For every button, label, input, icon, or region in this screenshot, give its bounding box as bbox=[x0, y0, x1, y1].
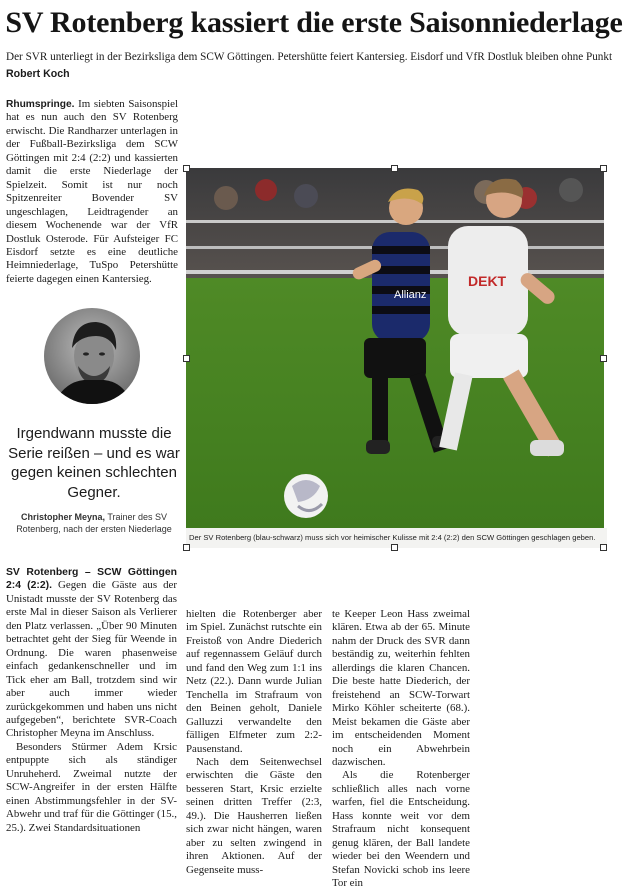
intro-paragraph bbox=[6, 98, 178, 286]
sponsor-text-left: Allianz bbox=[394, 289, 427, 301]
quote-speaker: Christopher Meyna, bbox=[20, 512, 105, 522]
intro-text: Im siebten Saisonspiel hat es nun auch den SV Rotenberg erwischt. Die Randharzer unterlagen in der Fußball-Bezirksliga dem SCW Göttingen mit 2:4 (2:2) und kassierten damit die erste Niederlage der Spielzeit. Somit ist nur noch Spitzenreiter Bovender SV ungeschlagen, Leidtragender an diesem Wochenende war der VfR Dostluk Osterode. Für Aufsteiger FC Eisdorf setzte es eine deutliche Heimniederlage, TuSpo Petershütte feierte dagegen einen Kantersieg. bbox=[6, 98, 178, 285]
column-2-paragraph-1: hielten die Rotenberger aber im Spiel. Zunächst rutschte ein Freistoß von Andre Diederich auf regennassem Geläuf durch und fand den Weg zum 1:1 ins Netz (22.). Dann wurde Julian Tenchella im Strafraum von den Beinen geholt, Daniele Galluzzi verwandelte den fälligen Elfmeter zum 2:2-Pausenstand. bbox=[186, 608, 322, 755]
article-column-2 bbox=[186, 608, 322, 877]
resize-handle-bottom-left[interactable] bbox=[183, 544, 190, 551]
quote-attribution bbox=[8, 512, 180, 535]
column-3-paragraph-1: te Keeper Leon Hass zweimal klären. Etwa ab der 65. Minute nahm der Druck des SVR dann beständig zu, weiterhin fehlten allerdings die klaren Chancen. Die beste hatte Diederich, der freistehend an SCW-Torwart Mirko Köhler scheiterte (68.). Meist bekamen die Gäste aber im entscheidenden Moment noch ein Abwehrbein dazwischen. bbox=[332, 608, 470, 768]
quote-speaker-role: Trainer des SV Rotenberg, nach der ersten Niederlage bbox=[16, 512, 172, 534]
sponsor-text-right: DEKT bbox=[468, 273, 507, 289]
photo-caption: Der SV Rotenberg (blau-schwarz) muss sich vor heimischer Kulisse mit 2:4 (2:2) den SCW Göttingen geschlagen geben. bbox=[186, 528, 607, 548]
portrait-image bbox=[44, 308, 140, 404]
portrait-photo bbox=[44, 308, 140, 404]
match-photo bbox=[186, 168, 604, 528]
resize-handle-bottom[interactable] bbox=[391, 544, 398, 551]
resize-handle-left[interactable] bbox=[183, 355, 190, 362]
article-column-3 bbox=[332, 608, 470, 891]
article-subheadline: Der SVR unterliegt in der Bezirksliga dem SCW Göttingen. Petershütte feiert Kantersieg. Eisdorf und VfR Dostluk bleiben ohne Punkt bbox=[6, 51, 613, 63]
resize-handle-top-right[interactable] bbox=[600, 165, 607, 172]
match-photo-frame[interactable] bbox=[186, 168, 604, 548]
dateline: Rhumspringe. bbox=[6, 99, 75, 110]
column-1-paragraph-2: Besonders Stürmer Adem Krsic entpuppte sich als ständiger Unruheherd. Zweimal nutzte der SCW-Angreifer in der ersten Hälfte einen Abstimmungsfehler in der SV-Abwehr und traf für die Göttinger (15., 25.). Zwei Standardsituationen bbox=[6, 740, 177, 834]
article-headline: SV Rotenberg kassiert die erste Saisonniederlage bbox=[5, 6, 623, 39]
resize-handle-bottom-right[interactable] bbox=[600, 544, 607, 551]
match-result-title: SV Rotenberg – SCW Göttingen 2:4 (2:2). bbox=[6, 567, 177, 592]
article-column-1 bbox=[6, 566, 177, 835]
column-2-paragraph-2: Nach dem Seitenwechsel erwischten die Gäste den besseren Start, Krsic erzielte seinen dritten Treffer (2:3, 49.). Die Hausherren ließen sich zwar nicht hängen, waren aber zu selten zwingend in ihren Aktionen. Auf der Gegenseite muss- bbox=[186, 755, 322, 876]
column-1-paragraph-1: Gegen die Gäste aus der Unistadt musste der SV Rotenberg das erste Mal in dieser Saison als Verlierer den Platz verlassen. „Über 90 Minuten betrachtet geht der Sieg für Weende in Ordnung. Die waren phasenweise einfach gedankenschneller und im Tick eher am Ball, trotzdem sind wir aber auch immer wieder zurückgekommen und haben uns nicht aufgegeben“, berichtete SVR-Coach Christopher Meyna im Anschluss. bbox=[6, 579, 177, 740]
resize-handle-top[interactable] bbox=[391, 165, 398, 172]
resize-handle-top-left[interactable] bbox=[183, 165, 190, 172]
column-3-paragraph-2: Als die Rotenberger schließlich alles nach vorne warfen, fiel die Entscheidung. Hass konnte weit vor dem Strafraum nicht konsequent genug klären, der Ball landete wieder bei den Weendern und Stefan Novicki schob ins leere Tor ein bbox=[332, 769, 470, 890]
resize-handle-right[interactable] bbox=[600, 355, 607, 362]
pull-quote: Irgendwann musste die Serie reißen – und es war gegen keinen schlechten Gegner. bbox=[8, 425, 180, 501]
football bbox=[284, 474, 328, 518]
author-byline: Robert Koch bbox=[6, 68, 70, 80]
